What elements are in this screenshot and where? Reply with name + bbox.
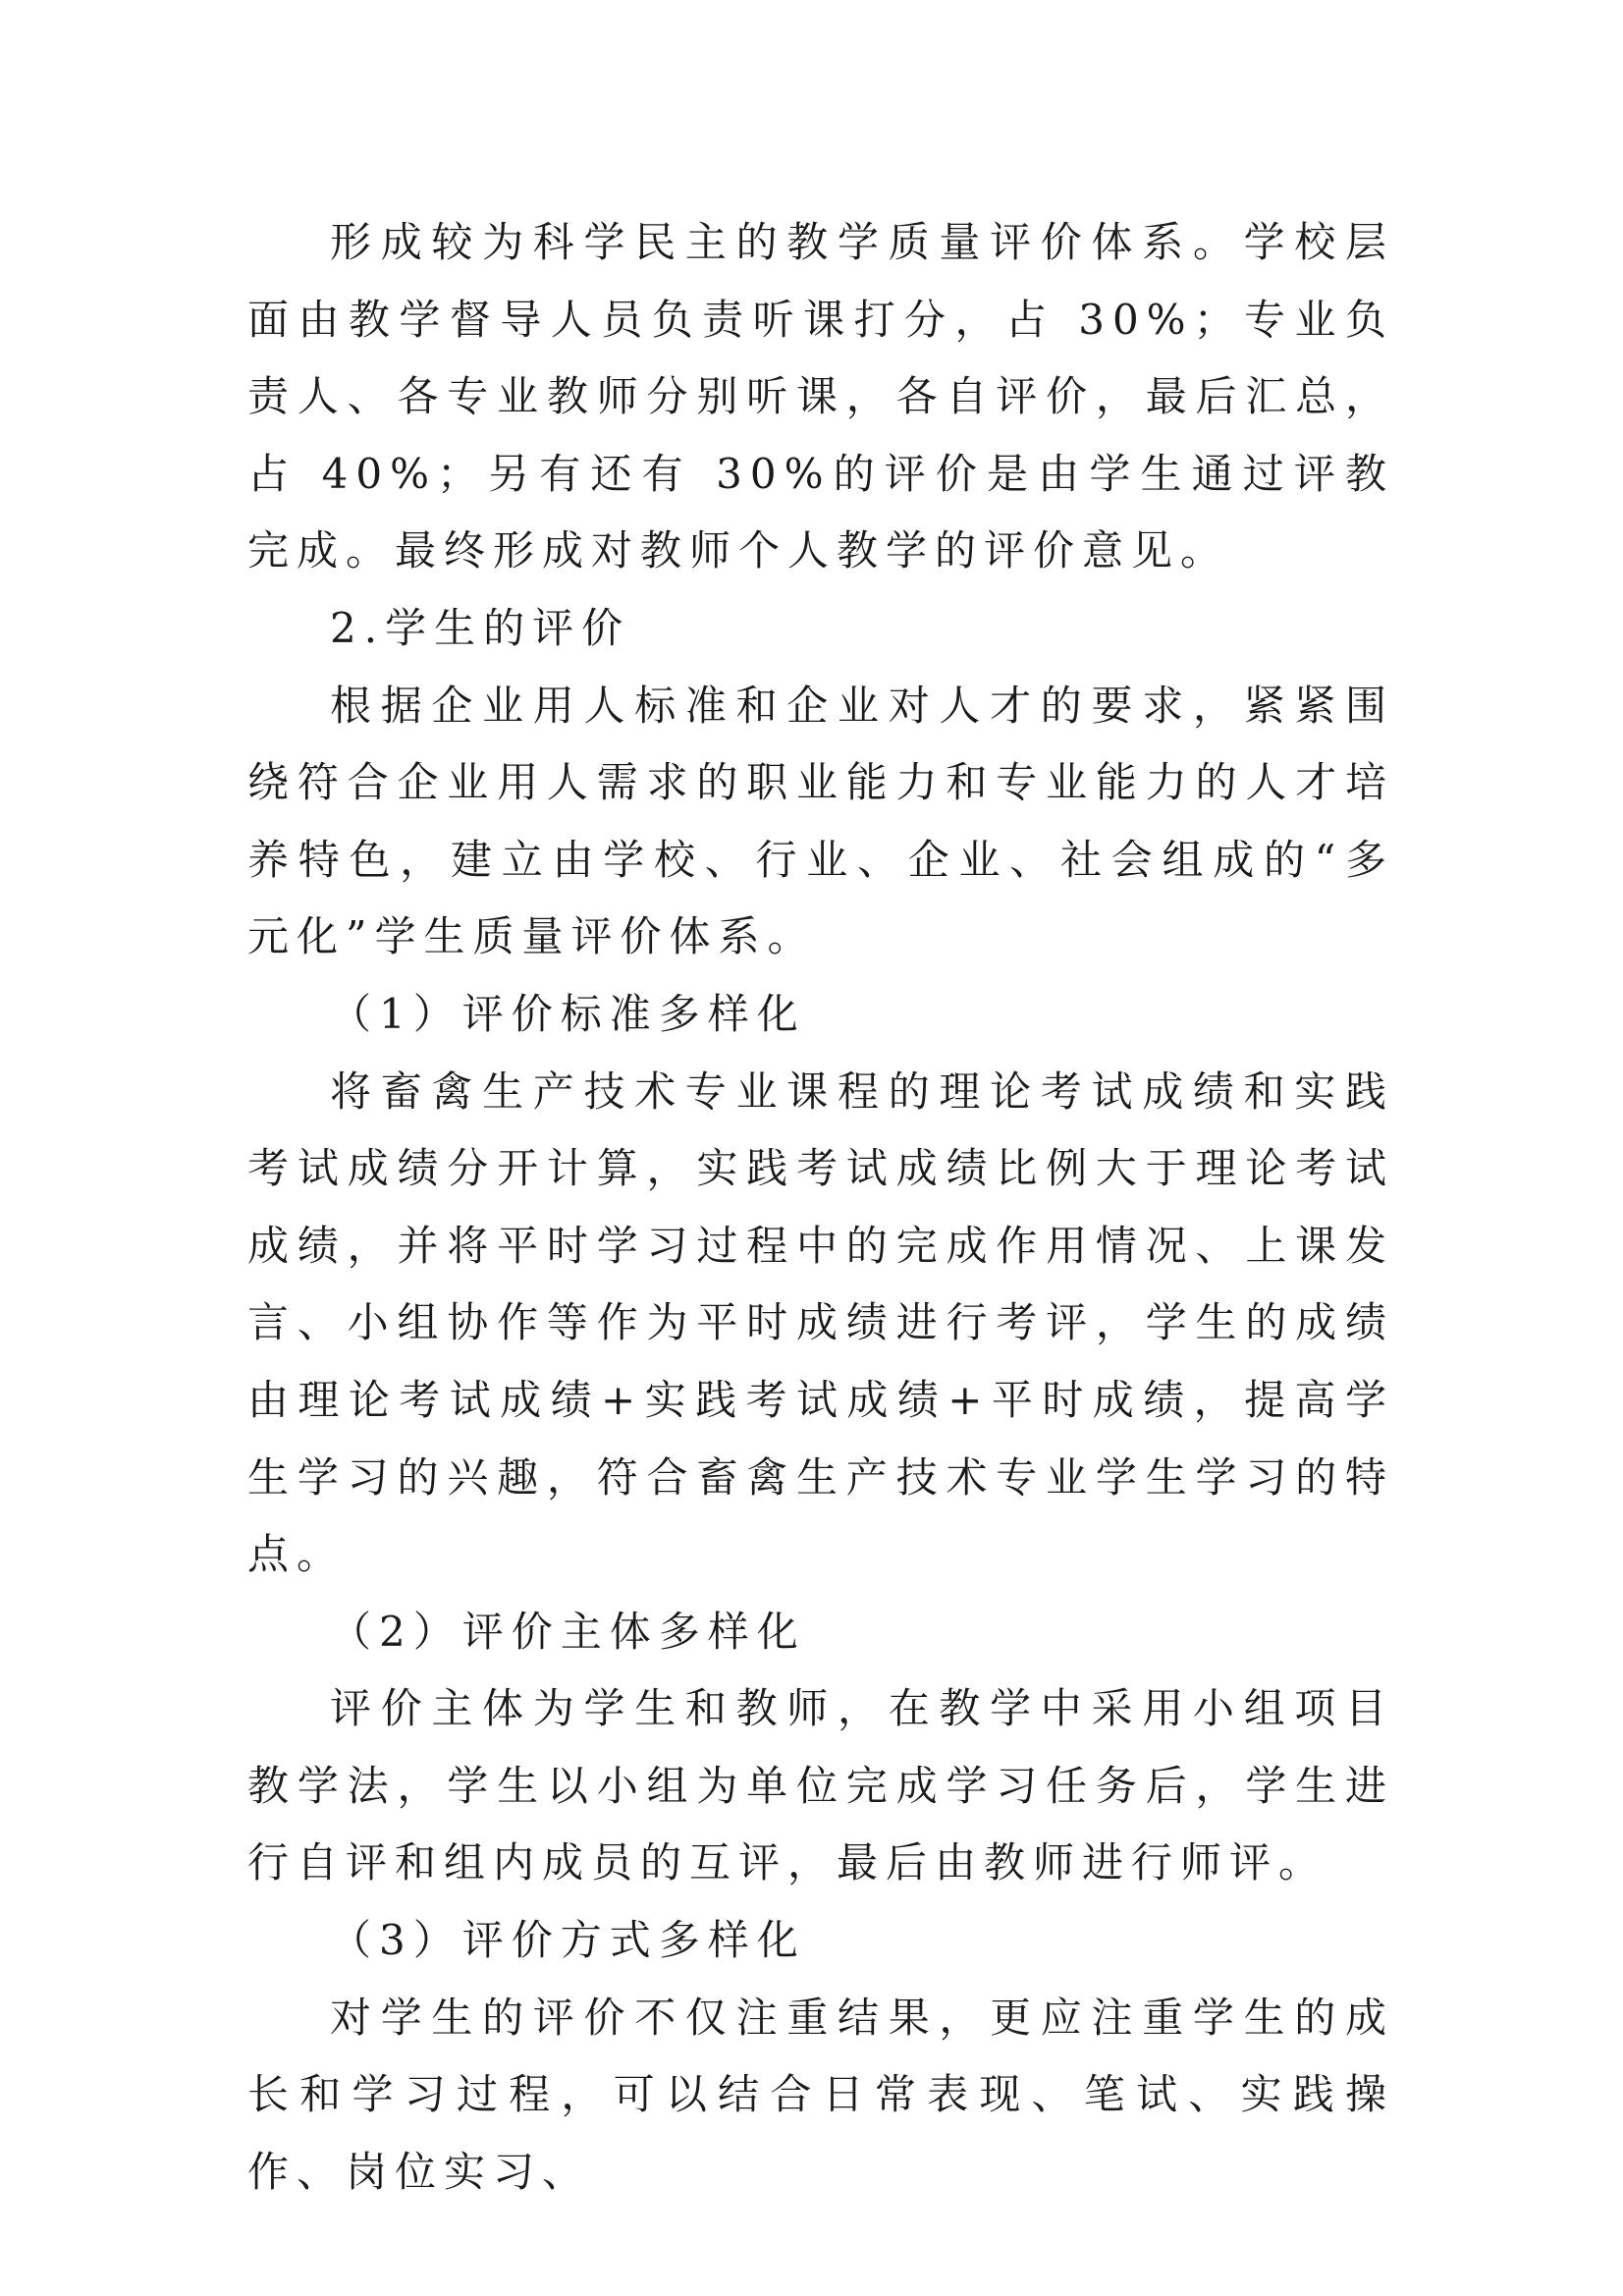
heading-evaluation-standards: （1）评价标准多样化 — [330, 989, 806, 1038]
heading-evaluation-methods: （3）评价方式多样化 — [330, 1916, 806, 1965]
paragraph-evaluation-standards: 将畜禽生产技术专业课程的理论考试成绩和实践考试成绩分开计算，实践考试成绩比例大于理论考试成绩，并将平时学习过程中的完成作用情况、上课发言、小组协作等作为平时成绩进行考评，学生的成绩由理论考试成绩+实践考试成绩+平时成绩，提高学生学习的兴趣，符合畜禽生产技术专业学生学习的特点。 — [247, 1066, 1394, 1579]
heading-evaluation-subjects: （2）评价主体多样化 — [330, 1607, 806, 1656]
heading-student-evaluation: 2.学生的评价 — [330, 603, 631, 652]
paragraph-evaluation-subjects: 评价主体为学生和教师，在教学中采用小组项目教学法，学生以小组为单位完成学习任务后，学生进行自评和组内成员的互评，最后由教师进行师评。 — [247, 1684, 1394, 1887]
paragraph-student-evaluation-intro: 根据企业用人标准和企业对人才的要求，紧紧围绕符合企业用人需求的职业能力和专业能力的人才培养特色，建立由学校、行业、企业、社会组成的“多元化”学生质量评价体系。 — [247, 681, 1394, 961]
document-body — [247, 204, 1394, 2211]
paragraph-evaluation-methods: 对学生的评价不仅注重结果，更应注重学生的成长和学习过程，可以结合日常表现、笔试、实践操作、岗位实习、 — [247, 1993, 1394, 2196]
paragraph-teacher-evaluation-continued: 形成较为科学民主的教学质量评价体系。学校层面由教学督导人员负责听课打分，占 30%；专业负责人、各专业教师分别听课，各自评价，最后汇总，占 40%；另有还有 30%的评价是由学生通过评教完成。最终形成对教师个人教学的评价意见。 — [247, 218, 1394, 575]
